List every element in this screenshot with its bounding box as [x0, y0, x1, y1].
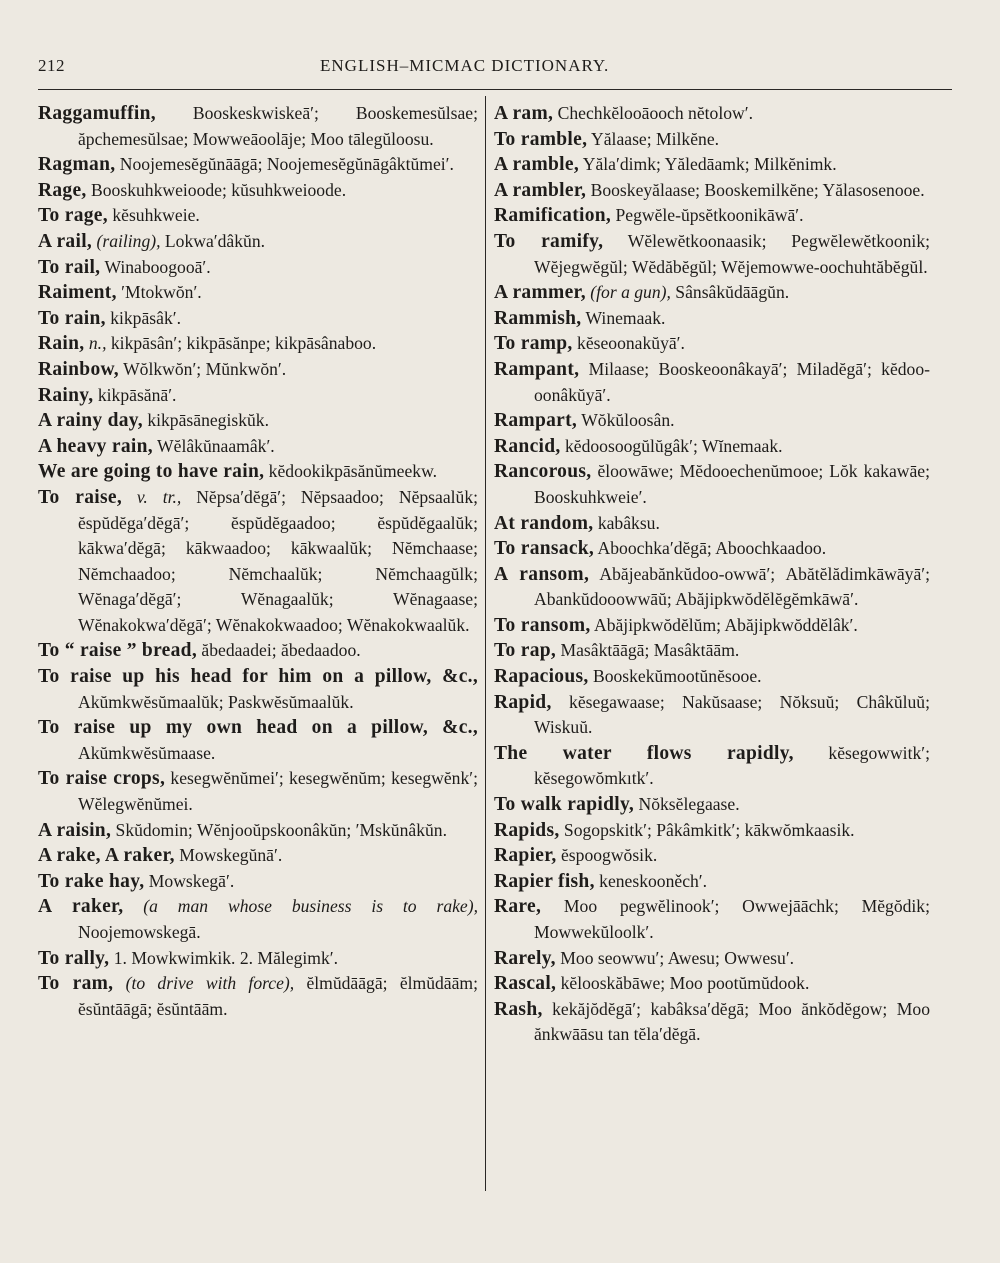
entry-headword: We are going to have rain, — [38, 461, 265, 483]
dictionary-entry — [494, 741, 930, 792]
entry-definition: Chechkĕlooāooch nĕtolow′. — [553, 103, 753, 123]
dictionary-entry — [494, 536, 930, 562]
entry-definition: kikpāsănā′. — [93, 384, 177, 405]
dictionary-entry — [38, 434, 478, 460]
entry-definition: Moo seowwu′; Awesu; Owwesu′. — [555, 947, 795, 968]
entry-definition: keneskooněch′. — [594, 870, 708, 891]
dictionary-entry — [38, 255, 478, 281]
entry-definition: Mowskegā′. — [144, 870, 235, 891]
entry-headword: Rash, — [494, 998, 543, 1020]
entry-headword: To rap, — [494, 640, 557, 662]
entry-headword: To walk rapidly, — [494, 794, 635, 816]
dictionary-entry — [494, 894, 930, 945]
entry-headword: Rainy, — [38, 384, 94, 406]
entry-headword: To rain, — [38, 307, 106, 329]
dictionary-entry — [494, 869, 930, 895]
entry-headword: A ram, — [494, 103, 554, 124]
entry-headword: To ramify, — [494, 230, 604, 252]
entry-definition: kĕdookikpāsănŭmeekw. — [264, 461, 438, 482]
dictionary-entry — [494, 331, 930, 357]
entry-headword: To rally, — [38, 947, 110, 969]
dictionary-entry — [494, 690, 930, 741]
entry-definition: Nŏksĕlegaase. — [634, 794, 740, 815]
entry-definition: Booskeyălaase; Booskemilkĕne; Yălasosenooe. — [586, 179, 925, 200]
entry-definition: Booskeskwiskeā′; Booskemesŭlsae; ăpchemesŭlsae; Mowweāoolāje; Moo tālegŭloosu. — [78, 103, 478, 149]
dictionary-entry — [38, 229, 478, 255]
dictionary-entry — [494, 511, 930, 537]
entry-definition: Booskuhkweioode; kŭsuhkweioode. — [86, 179, 347, 200]
entry-headword: To rake hay, — [38, 870, 145, 892]
dictionary-entry — [38, 766, 478, 817]
entry-definition: kĕseoonakŭyā′. — [572, 333, 685, 354]
entry-definition: Sogopskitk′; Pâkâmkitk′; kākwŏmkaasik. — [559, 819, 855, 840]
dictionary-entry — [38, 357, 478, 383]
entry-definition: Winemaak. — [581, 307, 666, 328]
entry-headword: To ram, — [38, 973, 114, 995]
entry-gloss: (railing), — [92, 230, 161, 251]
dictionary-entry — [494, 357, 930, 408]
dictionary-entry — [494, 997, 930, 1048]
entry-headword: Raiment, — [38, 282, 117, 304]
dictionary-entry — [494, 434, 930, 460]
entry-definition: 1. Mowkwimkik. 2. Mălegimk′. — [109, 947, 338, 968]
entry-headword: To rage, — [38, 205, 108, 227]
entry-headword: Rapier, — [494, 845, 557, 867]
entry-headword: Rammish, — [494, 307, 582, 329]
entry-definition: Abăjipkwŏdĕlŭm; Abăjipkwŏddĕlâk′. — [590, 614, 858, 635]
dictionary-entry — [38, 485, 478, 639]
dictionary-entry — [38, 203, 478, 229]
entry-definition: kikpāsân′; kikpāsănpe; kikpāsânaboo. — [106, 333, 377, 354]
entry-definition: Yăla′dimk; Yăledāamk; Milkĕnimk. — [579, 154, 837, 175]
dictionary-entry — [494, 562, 930, 613]
dictionary-entry — [38, 971, 478, 1022]
entry-headword: To ramble, — [494, 128, 588, 150]
dictionary-entry — [38, 101, 478, 152]
entry-definition: Akŭmkwĕsŭmaalŭk; Paskwĕsŭmaalŭk. — [78, 691, 354, 712]
dictionary-entry — [494, 306, 930, 332]
right-column — [494, 101, 930, 1048]
dictionary-entry — [494, 178, 930, 204]
entry-definition: Noojemowskegā. — [78, 922, 201, 942]
entry-headword: To rail, — [38, 256, 101, 278]
entry-headword: Raggamuffin, — [38, 103, 156, 124]
dictionary-entry — [494, 280, 930, 306]
entry-headword: A heavy rain, — [38, 435, 153, 457]
entry-headword: A rake, A raker, — [38, 845, 175, 867]
entry-definition: kĕlooskăbāwe; Moo pootŭmŭdook. — [556, 973, 810, 994]
dictionary-entry — [494, 101, 930, 127]
entry-headword: A rail, — [38, 230, 93, 252]
header-rule — [38, 89, 952, 90]
entry-headword: A rammer, — [494, 282, 586, 304]
dictionary-entry — [38, 383, 478, 409]
entry-headword: Rain, — [38, 333, 85, 355]
entry-definition: Akŭmkwĕsŭmaase. — [78, 742, 216, 763]
entry-headword: Rare, — [494, 896, 542, 918]
dictionary-entry — [38, 306, 478, 332]
dictionary-entry — [494, 127, 930, 153]
dictionary-entry — [38, 331, 478, 357]
entry-definition: ĕspoogwŏsik. — [556, 845, 658, 866]
entry-headword: Ramification, — [494, 205, 612, 227]
dictionary-entry — [38, 280, 478, 306]
entry-definition: Nĕpsa′dĕgā′; Nĕpsaadoo; Nĕpsaalŭk; ĕspŭdĕga′dĕgā′; ĕspŭdĕgaadoo; ĕspŭdĕgaalŭk; kākwa′dĕgā; kākwaadoo; kākwaalŭk; Nĕmchaase; Nĕmchaadoo; Nĕmchaalŭk; Nĕmchaagŭlk; Wĕnaga′dĕgā′; Wĕnagaalŭk; Wĕnagaase; Wĕnakokwa′dĕgā′; Wĕnakokwaadoo; Wĕnakokwaalŭk. — [78, 486, 479, 635]
running-title: ENGLISH–MICMAC DICTIONARY. — [320, 56, 610, 75]
entry-definition: Abăjeabănkŭdoo-owwā′; Abătĕlădimkāwāyā′; Abankŭdooowwāŭ; Abăjipkwŏdĕlĕgĕmkāwā′. — [534, 563, 930, 610]
entry-definition: ĕloowāwe; Mĕdooechenŭmooe; Lŏk kakawāe; Booskuhkweie′. — [534, 461, 930, 507]
entry-gloss: n., — [84, 333, 107, 354]
column-divider — [485, 96, 486, 1191]
entry-definition: Skŭdomin; Wĕnjooŭpskoonâkŭn; ′Mskŭnâkŭn. — [111, 819, 447, 840]
dictionary-entry — [38, 408, 478, 434]
entry-headword: The water flows rapidly, — [494, 742, 794, 764]
entry-definition: Wŏkŭloosân. — [577, 410, 675, 431]
entry-gloss: (to drive with force), — [113, 973, 295, 994]
dictionary-entry — [494, 664, 930, 690]
entry-headword: Rarely, — [494, 947, 556, 969]
entry-headword: To raise up his head for him on a pillow, &c., — [38, 666, 478, 688]
entry-definition: Booskekŭmootŭnĕsooe. — [588, 666, 762, 687]
entry-headword: A rainy day, — [38, 410, 143, 432]
dictionary-entry — [38, 638, 478, 664]
left-column — [38, 101, 478, 1022]
entry-definition: Aboochka′dĕgā; Aboochkaadoo. — [594, 538, 827, 559]
entry-headword: A rambler, — [494, 179, 587, 201]
dictionary-entry — [494, 843, 930, 869]
entry-definition: Winaboogooā′. — [100, 256, 211, 277]
entry-definition: ′Mtokwŏn′. — [116, 282, 202, 303]
entry-headword: A raker, — [38, 896, 124, 918]
dictionary-entry — [494, 971, 930, 997]
dictionary-entry — [494, 792, 930, 818]
entry-definition: Wĕlewĕtkoonaasik; Pegwĕlewĕtkoonik; Wĕjegwĕgŭl; Wĕdăbĕgŭl; Wĕjemowwe-oochuhtăbĕgŭl. — [534, 230, 931, 277]
entry-definition: ăbedaadei; ăbedaadoo. — [197, 640, 361, 661]
dictionary-entry — [38, 894, 478, 945]
page-header — [38, 56, 954, 82]
entry-headword: Rancorous, — [494, 461, 592, 483]
dictionary-entry — [38, 946, 478, 972]
entry-headword: To ramp, — [494, 333, 573, 355]
entry-headword: Rampant, — [494, 358, 580, 380]
entry-gloss: (a man whose business is to rake), — [123, 896, 478, 917]
entry-headword: To raise up my own head on a pillow, &c., — [38, 717, 478, 739]
entry-headword: A ransom, — [494, 563, 590, 585]
entry-definition: Milaase; Booskeoonâkayā′; Miladĕgā′; kĕdoo-oonâkŭyā′. — [534, 358, 930, 405]
entry-definition: kekăjŏdĕgā′; kabâksa′dĕgā; Moo ănkŏdĕgow; Moo ănkwāāsu tan tĕla′dĕgā. — [534, 998, 930, 1045]
entry-definition: ĕlmŭdāāgā; ĕlmŭdāām; ĕsŭntāāgā; ĕsŭntāām. — [78, 973, 478, 1019]
dictionary-entry — [494, 459, 930, 510]
entry-headword: Ragman, — [38, 154, 116, 176]
entry-definition: kikpāsâk′. — [105, 307, 181, 328]
entry-headword: To “ raise ” bread, — [38, 640, 198, 662]
dictionary-entry — [38, 152, 478, 178]
entry-headword: Rapid, — [494, 691, 552, 713]
entry-headword: Rampart, — [494, 410, 578, 432]
entry-headword: To raise, — [38, 486, 122, 508]
entry-definition: Wĕlâkŭnaamâk′. — [152, 435, 275, 456]
entry-definition: kabâksu. — [593, 512, 660, 533]
dictionary-entry — [38, 664, 478, 715]
dictionary-entry — [38, 818, 478, 844]
entry-definition: Moo pegwĕlinook′; Owwejāāchk; Mĕgŏdik; Mowwekŭloolk′. — [534, 896, 930, 942]
entry-gloss: (for a gun), — [585, 282, 671, 303]
entry-headword: To ransack, — [494, 538, 595, 560]
entry-gloss: v. tr., — [122, 486, 182, 507]
entry-headword: Rancid, — [494, 435, 561, 457]
dictionary-entry — [494, 818, 930, 844]
entry-definition: kĕdoosoogŭlŭgâk′; Wĭnemaak. — [560, 435, 783, 456]
entry-definition: Mowskegŭnā′. — [174, 845, 283, 866]
entry-definition: Lokwa′dâkŭn. — [160, 230, 266, 251]
dictionary-entry — [38, 459, 478, 485]
dictionary-entry — [494, 946, 930, 972]
entry-headword: To ransom, — [494, 614, 591, 636]
entry-headword: Rage, — [38, 179, 87, 201]
entry-headword: Rapier fish, — [494, 870, 595, 892]
dictionary-entry — [38, 869, 478, 895]
entry-headword: At random, — [494, 512, 594, 534]
dictionary-entry — [494, 613, 930, 639]
entry-definition: Pegwĕle-ŭpsĕtkoonikāwā′. — [611, 205, 804, 226]
entry-headword: Rascal, — [494, 973, 557, 995]
entry-definition: kikpāsānegiskŭk. — [142, 410, 269, 431]
dictionary-entry — [38, 178, 478, 204]
dictionary-entry — [38, 715, 478, 766]
entry-headword: Rainbow, — [38, 358, 119, 380]
entry-definition: kĕsegowwitk′; kĕsegowŏmkıtk′. — [534, 742, 930, 789]
entry-definition: Sânsâkŭdāāgŭn. — [670, 282, 790, 303]
entry-definition: Masâktāāgā; Masâktāām. — [556, 640, 740, 661]
entry-definition: kĕsuhkweie. — [107, 205, 200, 226]
dictionary-entry — [494, 638, 930, 664]
dictionary-entry — [494, 152, 930, 178]
entry-headword: Rapids, — [494, 819, 560, 841]
entry-headword: A ramble, — [494, 154, 580, 176]
entry-definition: Yălaase; Milkĕne. — [587, 128, 720, 149]
entry-headword: To raise crops, — [38, 768, 166, 790]
dictionary-entry — [494, 408, 930, 434]
entry-definition: Wŏlkwŏn′; Mŭnkwŏn′. — [118, 358, 287, 379]
page-number: 212 — [38, 56, 65, 75]
entry-definition: kesegwĕnŭmei′; kesegwĕnŭm; kesegwĕnk′; Wĕlegwĕnŭmei. — [78, 768, 478, 815]
dictionary-entry — [494, 229, 930, 280]
entry-headword: Rapacious, — [494, 666, 589, 688]
dictionary-entry — [494, 203, 930, 229]
entry-headword: A raisin, — [38, 819, 112, 841]
dictionary-entry — [38, 843, 478, 869]
entry-definition: kĕsegawaase; Nakŭsaase; Nŏksuŭ; Châkŭluŭ; Wiskuŭ. — [534, 691, 930, 738]
entry-definition: Noojemesĕgŭnāāgā; Noojemesĕgŭnāgâktŭmei′. — [115, 154, 454, 175]
